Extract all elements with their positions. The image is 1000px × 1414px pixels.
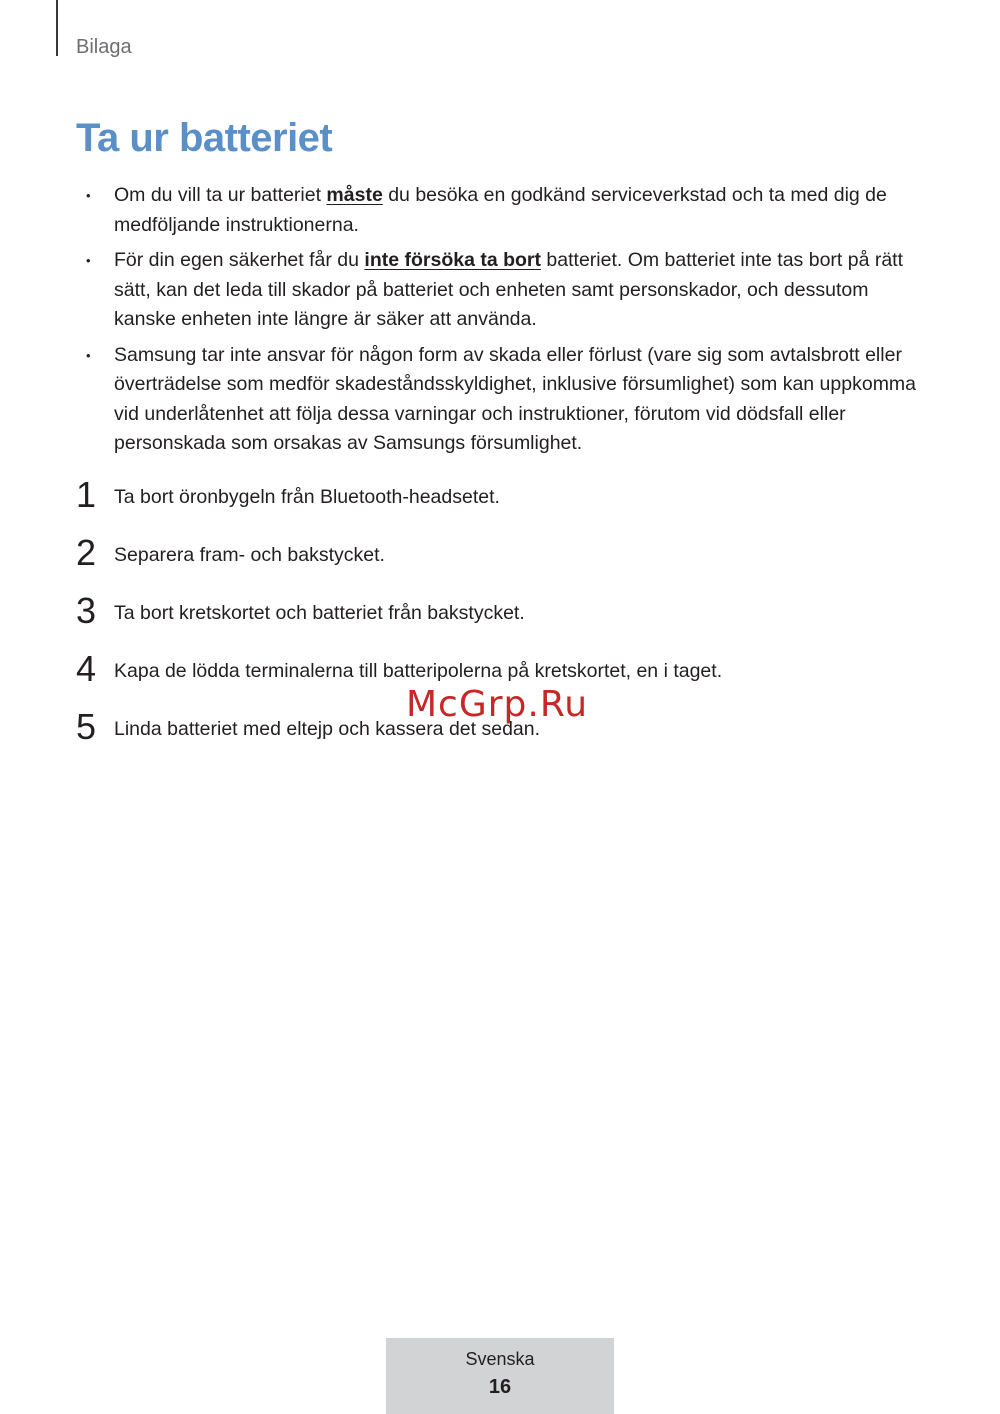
warning-text: batteriet. Om batteriet inte tas bort på rätt sätt, kan det leda till skador på batteriet och enheten samt personskador, och dessutom kanske enheten inte längre är säker att använda. bbox=[114, 249, 904, 330]
step-item bbox=[76, 475, 926, 533]
step-item bbox=[76, 591, 926, 649]
warning-text: du besöka en godkänd serviceverkstad och ta med dig de medföljande instruktionerna. bbox=[114, 184, 887, 236]
warning-item bbox=[76, 181, 926, 240]
step-number: 5 bbox=[76, 706, 97, 747]
warning-emphasis: inte försöka ta bort bbox=[364, 249, 542, 271]
page-number: 16 bbox=[488, 1376, 512, 1398]
section-label: Bilaga bbox=[76, 36, 132, 58]
section-divider bbox=[56, 0, 58, 56]
warning-text: Samsung tar inte ansvar för någon form av skada eller förlust (vare sig som avtalsbrott eller överträdelse som medför skadeståndsskyldighet, inklusive försumlighet) som kan uppkomma vid underlåtenhet att följa dessa varningar och instruktioner, förutom vid dödsfall eller personskada som orsakas av Samsungs försumlighet. bbox=[114, 343, 917, 454]
step-item bbox=[76, 533, 926, 591]
step-text: Kapa de lödda terminalerna till batteripolerna på kretskortet, en i taget. bbox=[114, 660, 723, 682]
warning-item bbox=[76, 246, 926, 335]
step-number: 3 bbox=[76, 590, 97, 631]
page-footer bbox=[386, 1338, 614, 1414]
footer-language: Svenska bbox=[465, 1349, 535, 1369]
warning-list bbox=[76, 181, 926, 465]
bullet-icon: • bbox=[86, 347, 91, 363]
warning-item bbox=[76, 341, 926, 459]
step-text: Ta bort öronbygeln från Bluetooth-headsetet. bbox=[114, 486, 500, 508]
page-title: Ta ur batteriet bbox=[76, 116, 333, 160]
watermark-text: McGrp.Ru bbox=[406, 684, 589, 725]
warning-text: För din egen säkerhet får du bbox=[114, 249, 365, 271]
step-text: Ta bort kretskortet och batteriet från bakstycket. bbox=[114, 602, 525, 624]
warning-text: Om du vill ta ur batteriet bbox=[114, 184, 327, 206]
step-number: 4 bbox=[76, 648, 97, 689]
warning-emphasis: måste bbox=[326, 184, 383, 206]
step-number: 1 bbox=[76, 474, 97, 515]
bullet-icon: • bbox=[86, 188, 91, 203]
step-number: 2 bbox=[76, 532, 97, 573]
step-text: Separera fram- och bakstycket. bbox=[114, 544, 385, 566]
bullet-icon: • bbox=[86, 253, 91, 268]
step-text: Linda batteriet med eltejp och kassera det sedan. bbox=[114, 718, 541, 740]
